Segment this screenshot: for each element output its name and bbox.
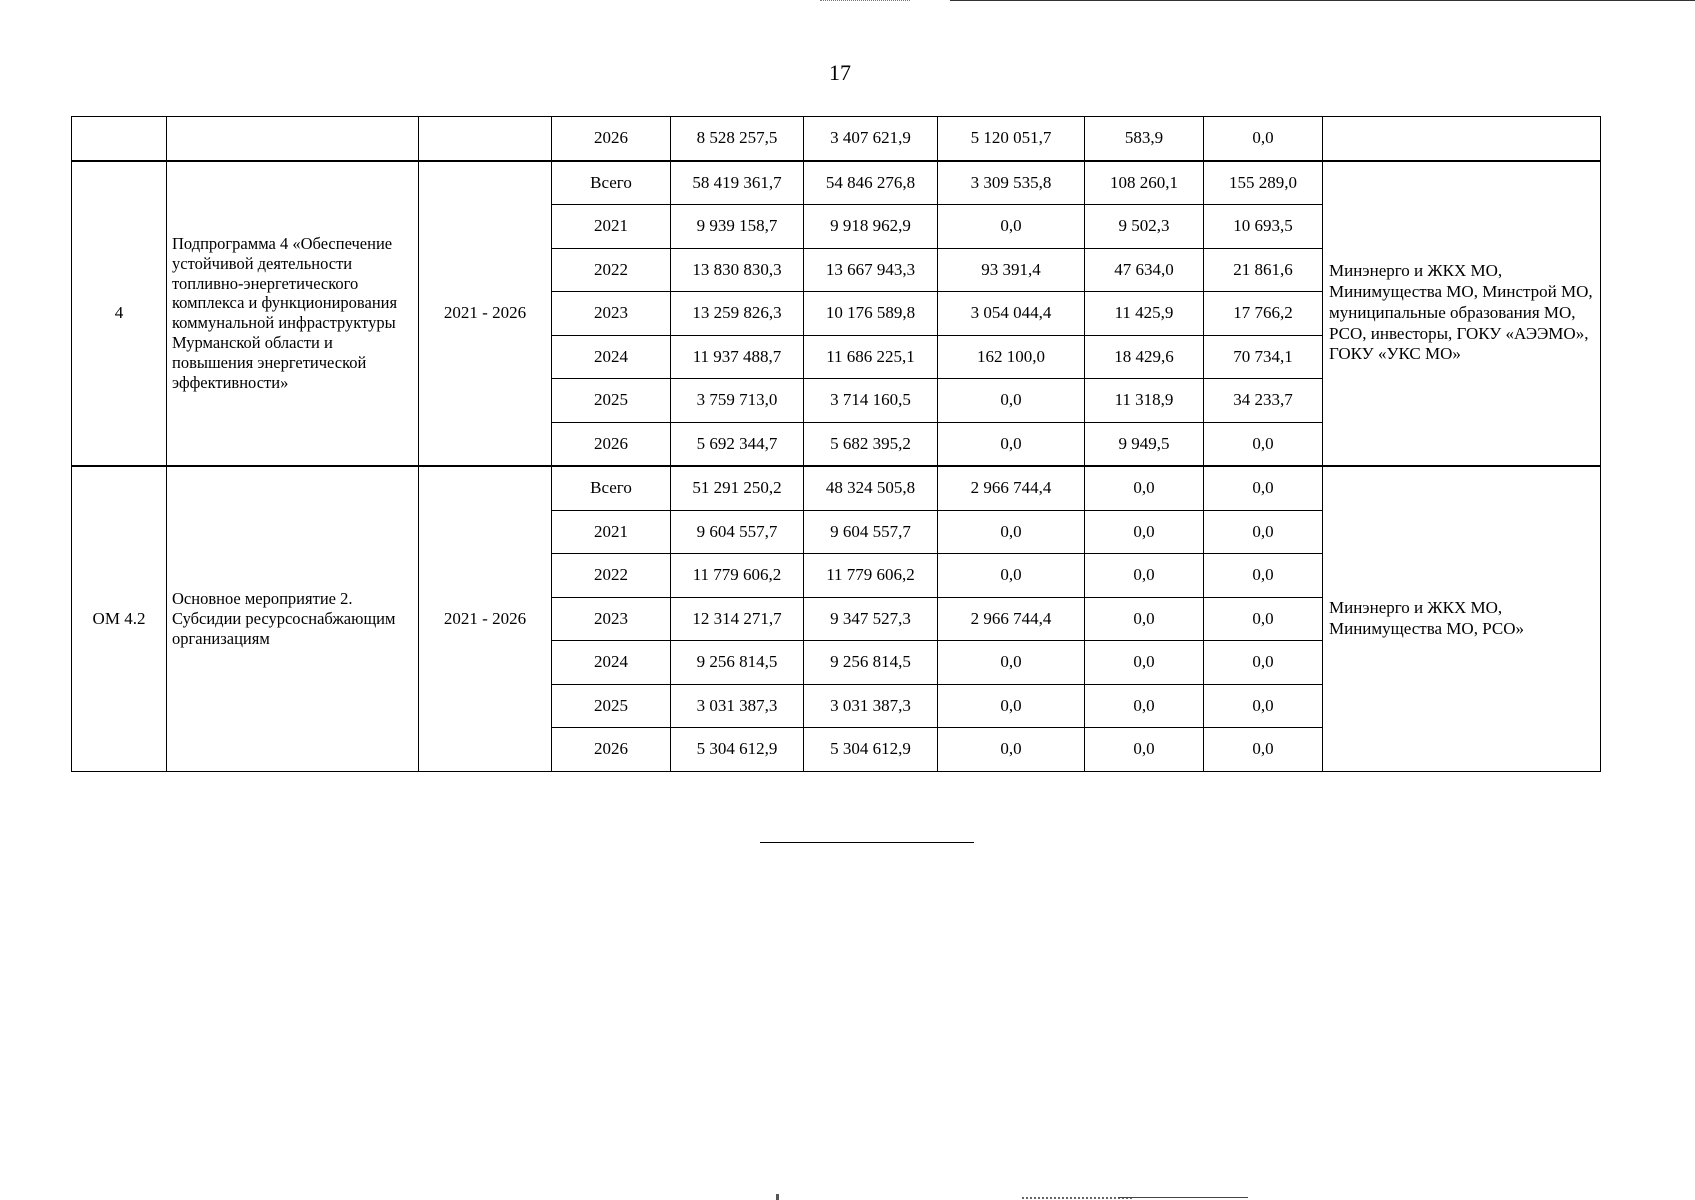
- cell-value: 0,0: [938, 641, 1085, 685]
- cell-year: Всего: [552, 466, 671, 510]
- cell-value: 11 686 225,1: [804, 335, 938, 379]
- cell-name: Подпрограмма 4 «Обеспечение устойчивой деятельности топливно-энергетического комплекса и функционирования коммунальной инфраструктуры Мурманской области и повышения энергетической эффективности»: [167, 161, 419, 467]
- cell-value: 10 176 589,8: [804, 292, 938, 336]
- cell-value: 3 054 044,4: [938, 292, 1085, 336]
- cell-value: 9 347 527,3: [804, 597, 938, 641]
- cell-value: 21 861,6: [1204, 248, 1323, 292]
- footer-mark: [776, 1194, 779, 1200]
- cell-value: 0,0: [1204, 422, 1323, 466]
- cell-value: 48 324 505,8: [804, 466, 938, 510]
- cell-value: 583,9: [1085, 117, 1204, 161]
- cell-value: 0,0: [938, 379, 1085, 423]
- cell-value: 12 314 271,7: [671, 597, 804, 641]
- cell-value: 0,0: [1085, 684, 1204, 728]
- cell-value: 9 604 557,7: [804, 510, 938, 554]
- cell-value: 9 939 158,7: [671, 205, 804, 249]
- cell-value: 0,0: [1204, 728, 1323, 772]
- cell-executors: Минэнерго и ЖКХ МО, Минимущества МО, РСО»: [1323, 466, 1601, 771]
- cell-value: 3 407 621,9: [804, 117, 938, 161]
- cell-value: 93 391,4: [938, 248, 1085, 292]
- cell-year: 2024: [552, 335, 671, 379]
- cell-value: 0,0: [1204, 554, 1323, 598]
- cell-value: 0,0: [1204, 597, 1323, 641]
- cell-year: 2025: [552, 379, 671, 423]
- top-rule: [950, 0, 1695, 1]
- cell-value: 11 779 606,2: [804, 554, 938, 598]
- cell-value: 13 259 826,3: [671, 292, 804, 336]
- cell-value: 0,0: [938, 422, 1085, 466]
- cell-value: 0,0: [938, 510, 1085, 554]
- cell-value: 9 604 557,7: [671, 510, 804, 554]
- cell-code: [72, 117, 167, 161]
- cell-value: 3 031 387,3: [671, 684, 804, 728]
- cell-value: 9 502,3: [1085, 205, 1204, 249]
- cell-value: 0,0: [1204, 641, 1323, 685]
- cell-value: 9 949,5: [1085, 422, 1204, 466]
- cell-executors: Минэнерго и ЖКХ МО, Минимущества МО, Минстрой МО, муниципальные образования МО, РСО, инвесторы, ГОКУ «АЭЭМО», ГОКУ «УКС МО»: [1323, 161, 1601, 467]
- cell-value: 13 830 830,3: [671, 248, 804, 292]
- cell-value: 11 779 606,2: [671, 554, 804, 598]
- top-dotted-mark: [820, 0, 910, 1]
- cell-value: 47 634,0: [1085, 248, 1204, 292]
- table-row: [72, 466, 1601, 510]
- cell-year: 2022: [552, 248, 671, 292]
- cell-value: 11 318,9: [1085, 379, 1204, 423]
- cell-value: 2 966 744,4: [938, 597, 1085, 641]
- footer-dotted-mark: [1022, 1197, 1132, 1199]
- cell-value: 0,0: [938, 205, 1085, 249]
- cell-year: 2024: [552, 641, 671, 685]
- cell-value: 9 256 814,5: [671, 641, 804, 685]
- cell-value: 5 120 051,7: [938, 117, 1085, 161]
- cell-value: 9 256 814,5: [804, 641, 938, 685]
- cell-value: 13 667 943,3: [804, 248, 938, 292]
- cell-value: 5 304 612,9: [804, 728, 938, 772]
- cell-value: 0,0: [1085, 597, 1204, 641]
- table-body: [72, 117, 1601, 772]
- cell-code: 4: [72, 161, 167, 467]
- cell-period: [419, 117, 552, 161]
- financing-table: [71, 116, 1601, 772]
- cell-value: 0,0: [1204, 466, 1323, 510]
- cell-year: 2023: [552, 597, 671, 641]
- cell-value: 17 766,2: [1204, 292, 1323, 336]
- cell-value: 0,0: [1204, 117, 1323, 161]
- table-row: [72, 161, 1601, 205]
- cell-value: 0,0: [1085, 510, 1204, 554]
- cell-value: 0,0: [938, 684, 1085, 728]
- cell-value: 10 693,5: [1204, 205, 1323, 249]
- cell-year: 2021: [552, 205, 671, 249]
- cell-value: 5 682 395,2: [804, 422, 938, 466]
- cell-executors: [1323, 117, 1601, 161]
- cell-value: 18 429,6: [1085, 335, 1204, 379]
- cell-value: 5 692 344,7: [671, 422, 804, 466]
- page-number: 17: [829, 60, 851, 85]
- cell-value: 0,0: [1204, 510, 1323, 554]
- cell-value: 3 759 713,0: [671, 379, 804, 423]
- cell-year: 2026: [552, 117, 671, 161]
- cell-value: 155 289,0: [1204, 161, 1323, 205]
- cell-value: 5 304 612,9: [671, 728, 804, 772]
- cell-value: 70 734,1: [1204, 335, 1323, 379]
- cell-value: 0,0: [1085, 728, 1204, 772]
- cell-value: 11 937 488,7: [671, 335, 804, 379]
- cell-value: 9 918 962,9: [804, 205, 938, 249]
- cell-value: 3 309 535,8: [938, 161, 1085, 205]
- cell-name: Основное мероприятие 2. Субсидии ресурсоснабжающим организациям: [167, 466, 419, 771]
- cell-value: 8 528 257,5: [671, 117, 804, 161]
- end-rule: [760, 842, 974, 843]
- cell-period: 2021 - 2026: [419, 161, 552, 467]
- cell-value: 0,0: [938, 728, 1085, 772]
- cell-year: 2025: [552, 684, 671, 728]
- cell-value: 11 425,9: [1085, 292, 1204, 336]
- cell-value: 108 260,1: [1085, 161, 1204, 205]
- cell-value: 2 966 744,4: [938, 466, 1085, 510]
- cell-value: 3 031 387,3: [804, 684, 938, 728]
- cell-value: 0,0: [938, 554, 1085, 598]
- cell-value: 0,0: [1085, 466, 1204, 510]
- cell-value: 162 100,0: [938, 335, 1085, 379]
- cell-year: 2026: [552, 728, 671, 772]
- cell-value: 51 291 250,2: [671, 466, 804, 510]
- footer-rule: [1118, 1197, 1248, 1198]
- cell-value: 3 714 160,5: [804, 379, 938, 423]
- table-row: [72, 117, 1601, 161]
- cell-value: 0,0: [1085, 641, 1204, 685]
- cell-period: 2021 - 2026: [419, 466, 552, 771]
- cell-year: Всего: [552, 161, 671, 205]
- cell-code: ОМ 4.2: [72, 466, 167, 771]
- cell-name: [167, 117, 419, 161]
- cell-value: 0,0: [1085, 554, 1204, 598]
- cell-year: 2023: [552, 292, 671, 336]
- cell-year: 2022: [552, 554, 671, 598]
- cell-value: 0,0: [1204, 684, 1323, 728]
- cell-value: 34 233,7: [1204, 379, 1323, 423]
- cell-value: 54 846 276,8: [804, 161, 938, 205]
- cell-year: 2026: [552, 422, 671, 466]
- cell-value: 58 419 361,7: [671, 161, 804, 205]
- cell-year: 2021: [552, 510, 671, 554]
